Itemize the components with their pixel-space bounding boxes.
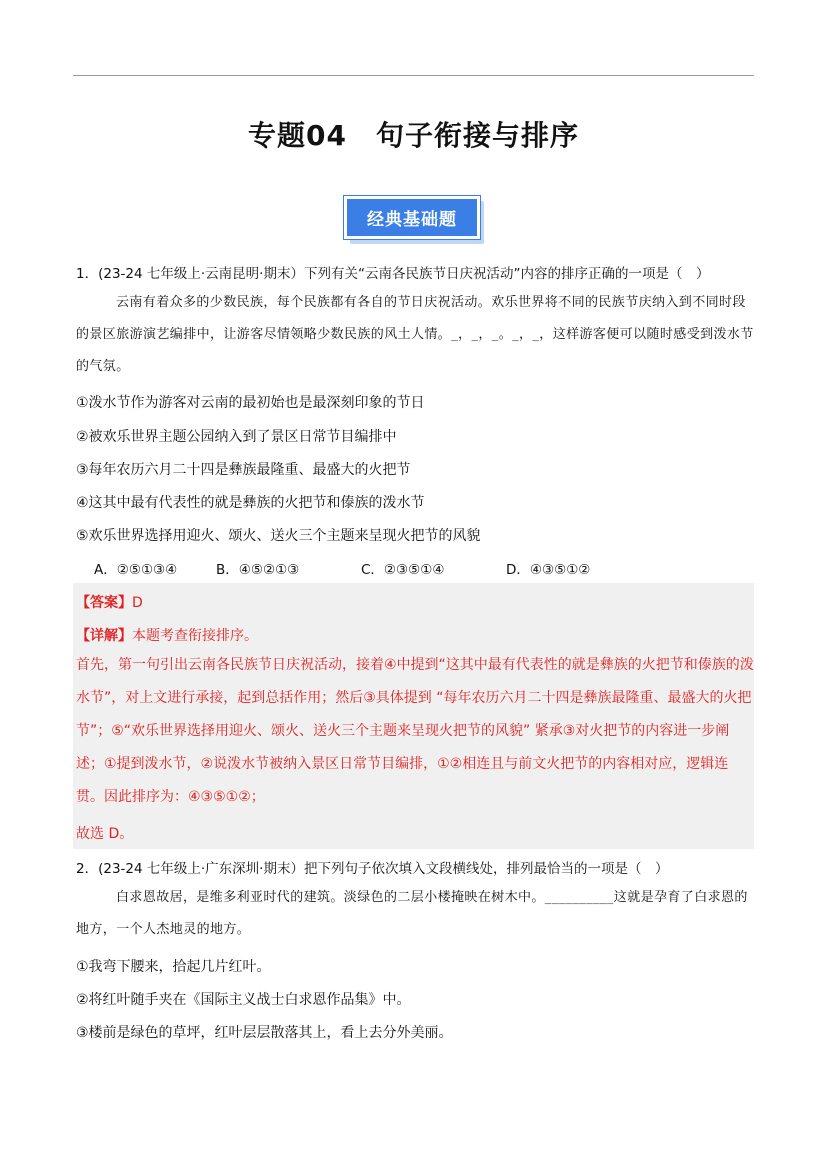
detail-heading [76,625,258,645]
question-1-option-3: ③每年农历六月二十四是彝族最隆重、最盛大的火把节 [76,462,411,478]
question-2-passage-text: 白求恩故居，是维多利亚时代的建筑。淡绿色的二层小楼掩映在树木中。__________这就是孕育了白求恩的地方，一个人杰地灵的地方。 [76,890,748,937]
question-1-option-2: ②被欢乐世界主题公园纳入到了景区日常节目编排中 [76,429,397,445]
header-rule [73,75,754,76]
section-badge [344,196,484,244]
badge-label: 经典基础题 [344,196,480,239]
question-2-stem: 2．(23-24 七年级上·广东深圳·期末）把下列句子依次填入文段横线处，排列最恰当的一项是（ ） [76,861,669,877]
detail-label: 【详解】 [76,628,132,644]
question-1-option-1: ①泼水节作为游客对云南的最初始也是最深刻印象的节日 [76,395,425,411]
question-1-passage-text: 云南有着众多的少数民族，每个民族都有各自的节日庆祝活动。欢乐世界将不同的民族节庆纳入到不同时段的景区旅游演艺编排中，让游客尽情领略少数民族的风土人情。_，_，_。_，_，这样游客便可以随时感受到泼水节的气氛。 [76,295,754,374]
page-title: 专题04 句子衔接与排序 [248,119,579,152]
detail-conclusion: 故选 D。 [76,826,134,842]
question-1-option-4: ④这其中最有代表性的就是彝族的火把节和傣族的泼水节 [76,495,425,511]
choice-c: C．②③⑤①④ [361,562,445,578]
question-2-option-1: ①我弯下腰来，拾起几片红叶。 [76,959,271,975]
answer-value: D [132,595,143,611]
choice-a: A．②⑤①③④ [94,562,178,578]
answer-label: 【答案】 [76,595,132,611]
question-1-choices [94,558,590,578]
question-2-passage [76,882,754,946]
question-2-option-3: ③楼前是绿色的草坪，红叶层层散落其上，看上去分外美丽。 [76,1025,453,1041]
question-1-option-5: ⑤欢乐世界选择用迎火、颂火、送火三个主题来呈现火把节的风貌 [76,528,481,544]
choice-b: B．④⑤②①③ [216,562,300,578]
detail-intro: 本题考查衔接排序。 [132,628,258,644]
answer-line [76,592,143,612]
question-1-stem: 1．(23-24 七年级上·云南昆明·期末）下列有关“云南各民族节日庆祝活动”内容的排序正确的一项是（ ） [76,266,710,282]
question-2-option-2: ②将红叶随手夹在《国际主义战士白求恩作品集》中。 [76,992,411,1008]
question-1-passage [76,287,754,383]
detail-body: 首先，第一句引出云南各民族节日庆祝活动，接着④中提到“这其中最有代表性的就是彝族的火把节和傣族的泼水节”，对上文进行承接，起到总括作用；然后③具体提到 “每年农历六月二十四是彝族最隆重、最盛大的火把节”；⑤“欢乐世界选择用迎火、颂火、送火三个主题来呈现火把节的风貌” 紧承③对火把节的内容进一步阐述；①提到泼水节，②说泼水节被纳入景区日常节目编排，①②相连且与前文火把节的内容相对应，逻辑连贯。因此排序为：④③⑤①②； [76,657,754,805]
choice-d: D．④③⑤①② [506,562,591,578]
